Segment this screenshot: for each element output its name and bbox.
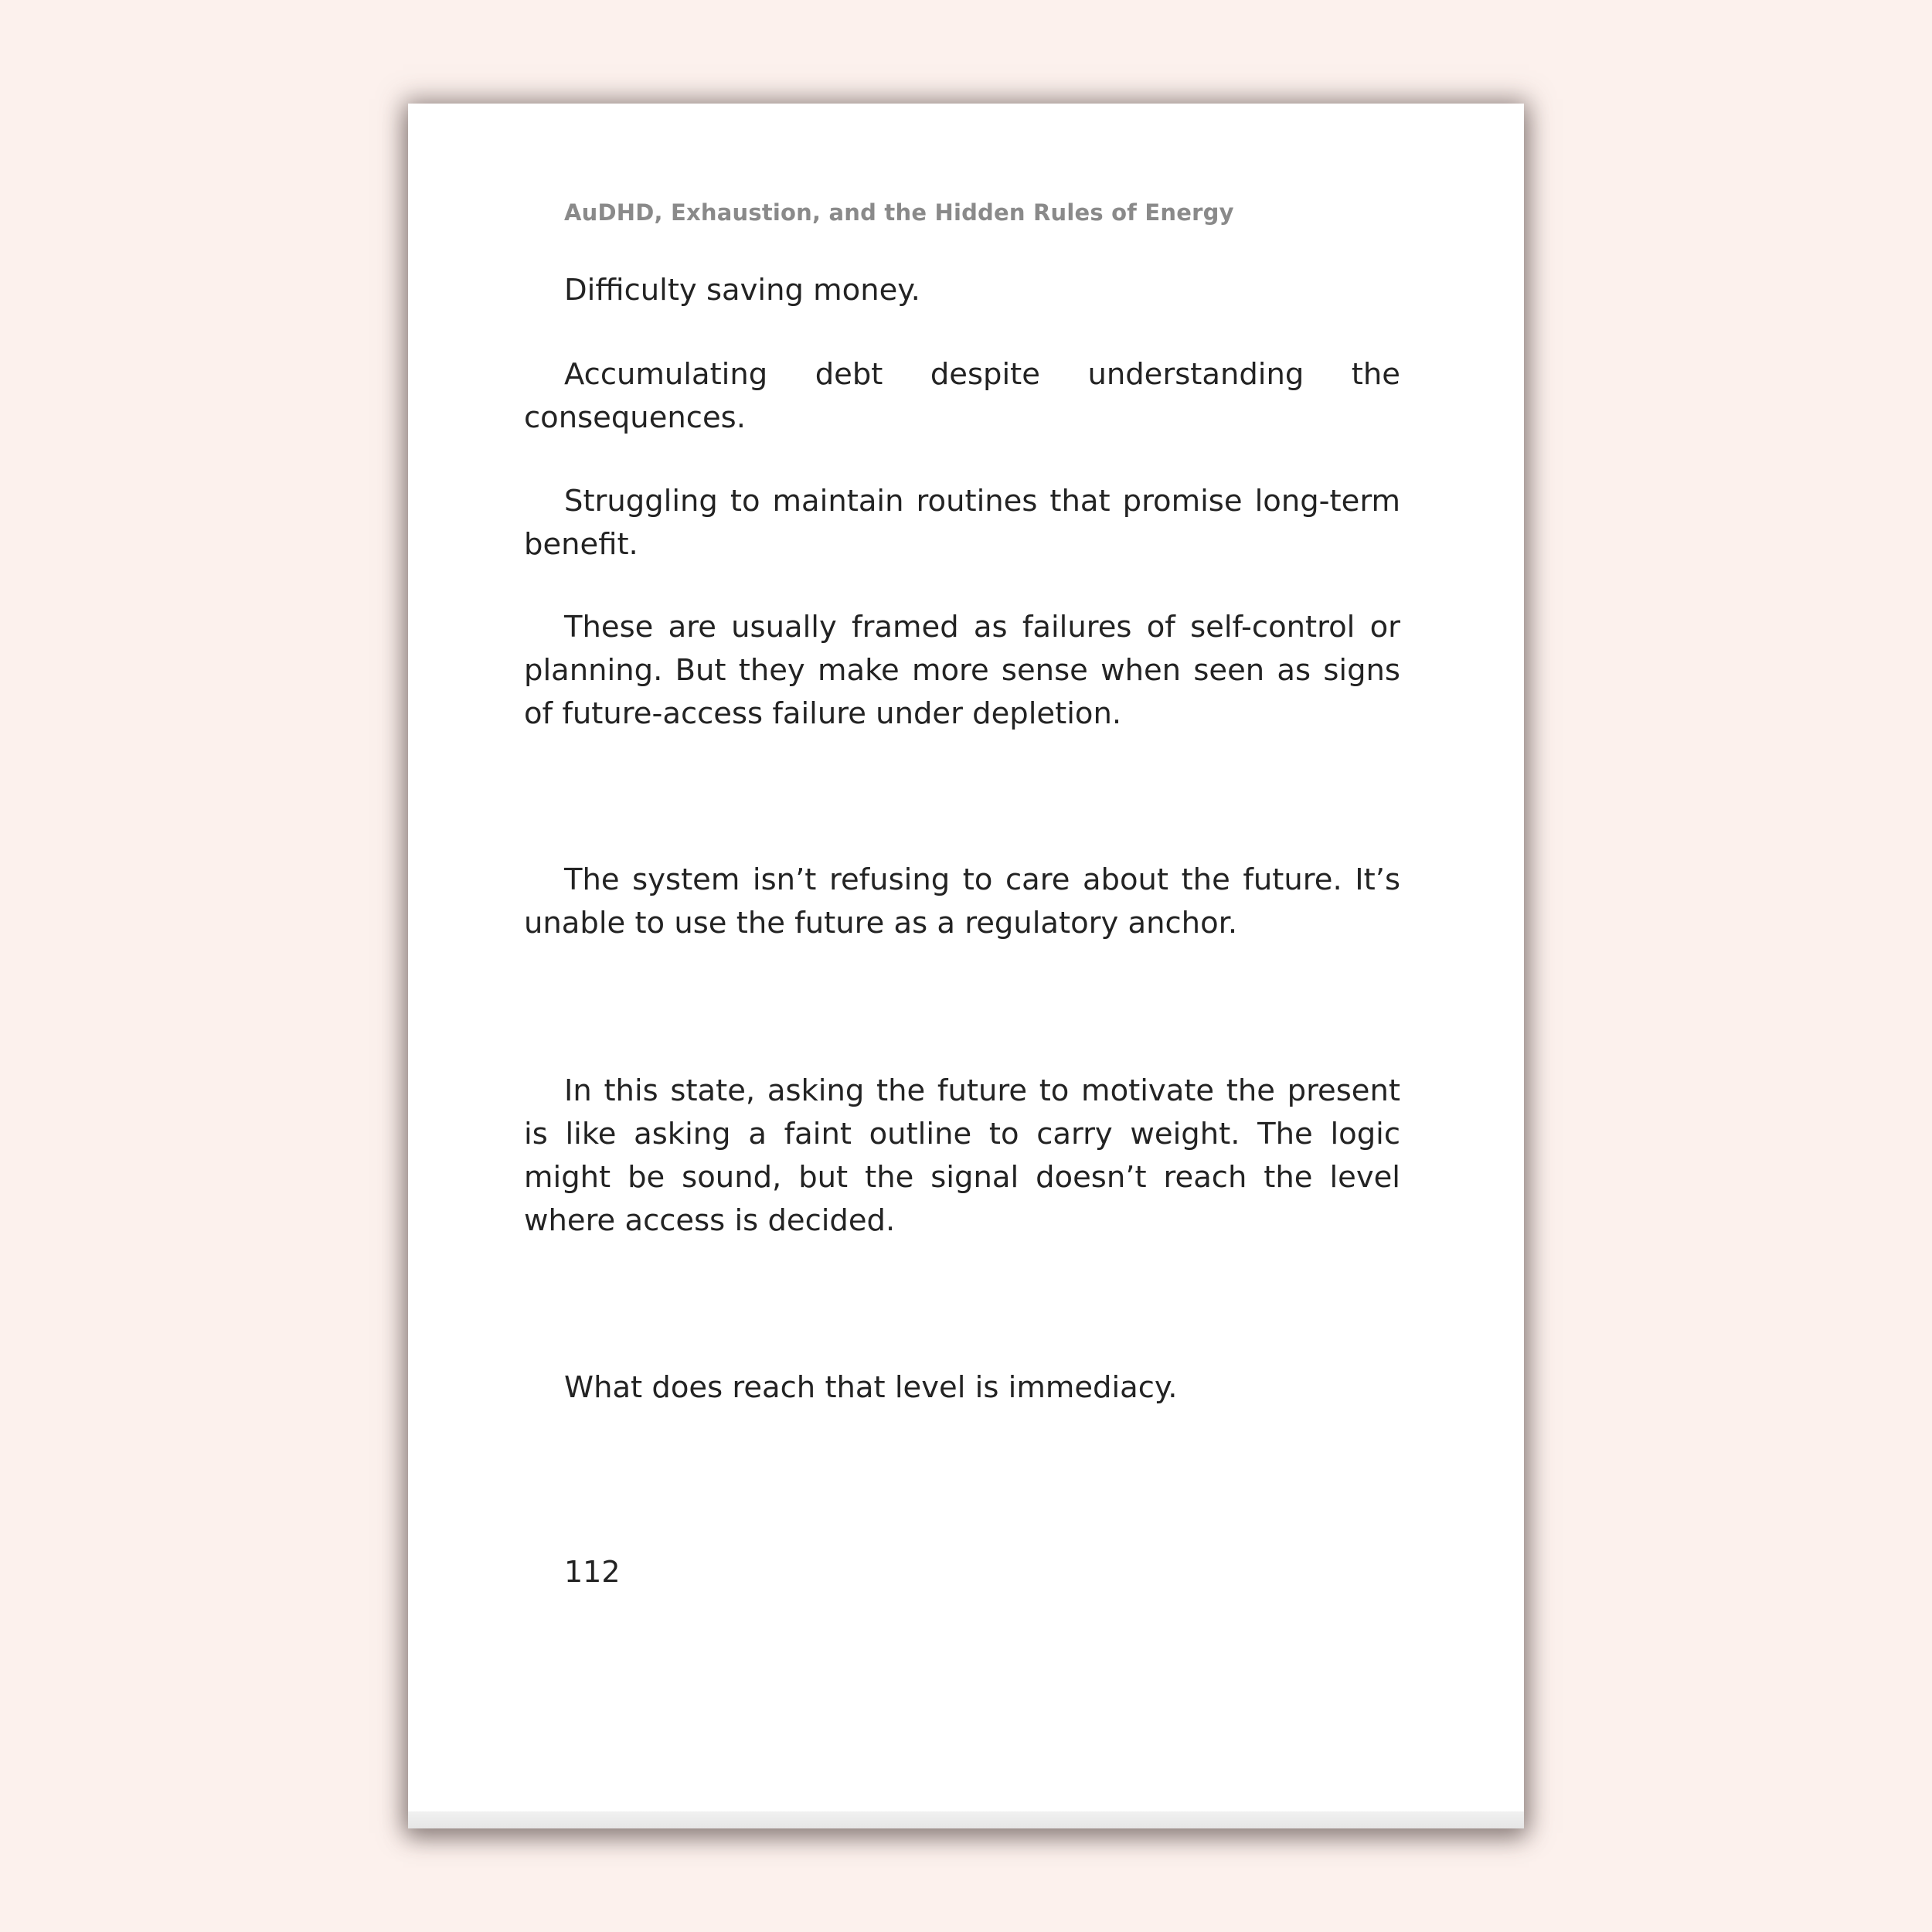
paragraph: In this state, asking the future to motivate the present is like asking a faint outline to carry weight. The logic might be sound, but the signal doesn’t reach the level where access is decided. bbox=[524, 1073, 1400, 1238]
paragraph: Difficulty saving money. bbox=[564, 273, 920, 308]
page-number: 112 bbox=[564, 1555, 621, 1589]
paragraph bbox=[524, 353, 1400, 440]
paragraph: What does reach that level is immediacy. bbox=[564, 1370, 1178, 1405]
paragraph: These are usually framed as failures of self-control or planning. But they make more sense when seen as signs of future-access failure under depletion. bbox=[524, 610, 1400, 731]
paragraph: The system isn’t refusing to care about the future. It’s unable to use the future as a regulatory anchor. bbox=[524, 862, 1400, 940]
book-page bbox=[408, 104, 1524, 1828]
paragraph: Struggling to maintain routines that promise long-term benefit. bbox=[524, 484, 1400, 562]
page-bottom-edge bbox=[408, 1811, 1524, 1828]
running-header: AuDHD, Exhaustion, and the Hidden Rules of Energy bbox=[564, 199, 1234, 226]
paragraph-text: Accumulating debt despite understanding the consequences. bbox=[524, 357, 1400, 435]
